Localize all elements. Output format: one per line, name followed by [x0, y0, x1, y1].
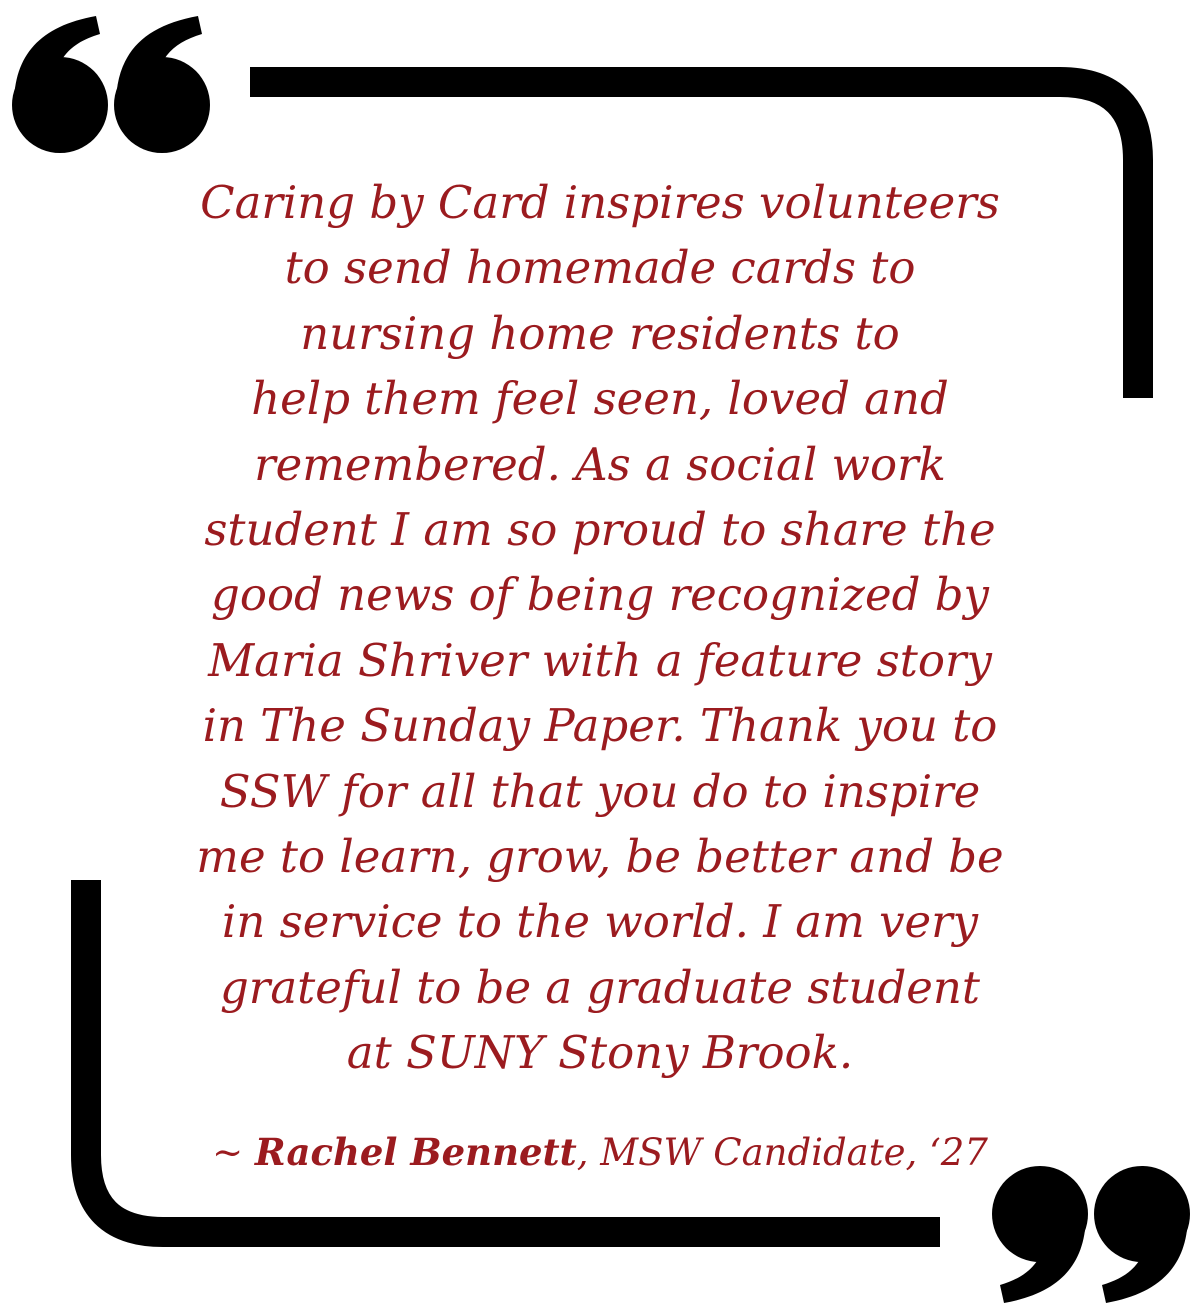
quote-line: in The Sunday Paper. Thank you to [202, 699, 998, 753]
quote-line: remembered. As a social work [254, 437, 946, 491]
open-quote-icon [12, 16, 210, 153]
quote-line: help them feel seen, loved and [251, 372, 949, 426]
quote-line: SSW for all that you do to inspire [219, 764, 981, 818]
attribution [100, 1126, 1100, 1179]
quote-line: student I am so proud to share the [204, 503, 996, 557]
quote-line: me to learn, grow, be better and be [196, 830, 1004, 884]
quote-line: Caring by Card inspires volunteers [200, 176, 1000, 229]
quote-line: to send homemade cards to [284, 241, 916, 295]
attribution-suffix: , MSW Candidate, ‘27 [576, 1131, 988, 1174]
quote-line: Maria Shriver with a feature story [208, 633, 992, 687]
quote-line: in service to the world. I am very [221, 895, 979, 949]
attribution-name: Rachel Bennett [254, 1130, 577, 1174]
quote-line: nursing home residents to [300, 306, 900, 360]
quote-line: at SUNY Stony Brook. [346, 1026, 854, 1080]
quote-text [100, 170, 1100, 1086]
quote-line: grateful to be a graduate student [220, 960, 980, 1014]
quote-line: good news of being recognized by [211, 568, 989, 622]
attribution-prefix: ~ [212, 1131, 255, 1174]
close-quote-icon [992, 1166, 1190, 1303]
